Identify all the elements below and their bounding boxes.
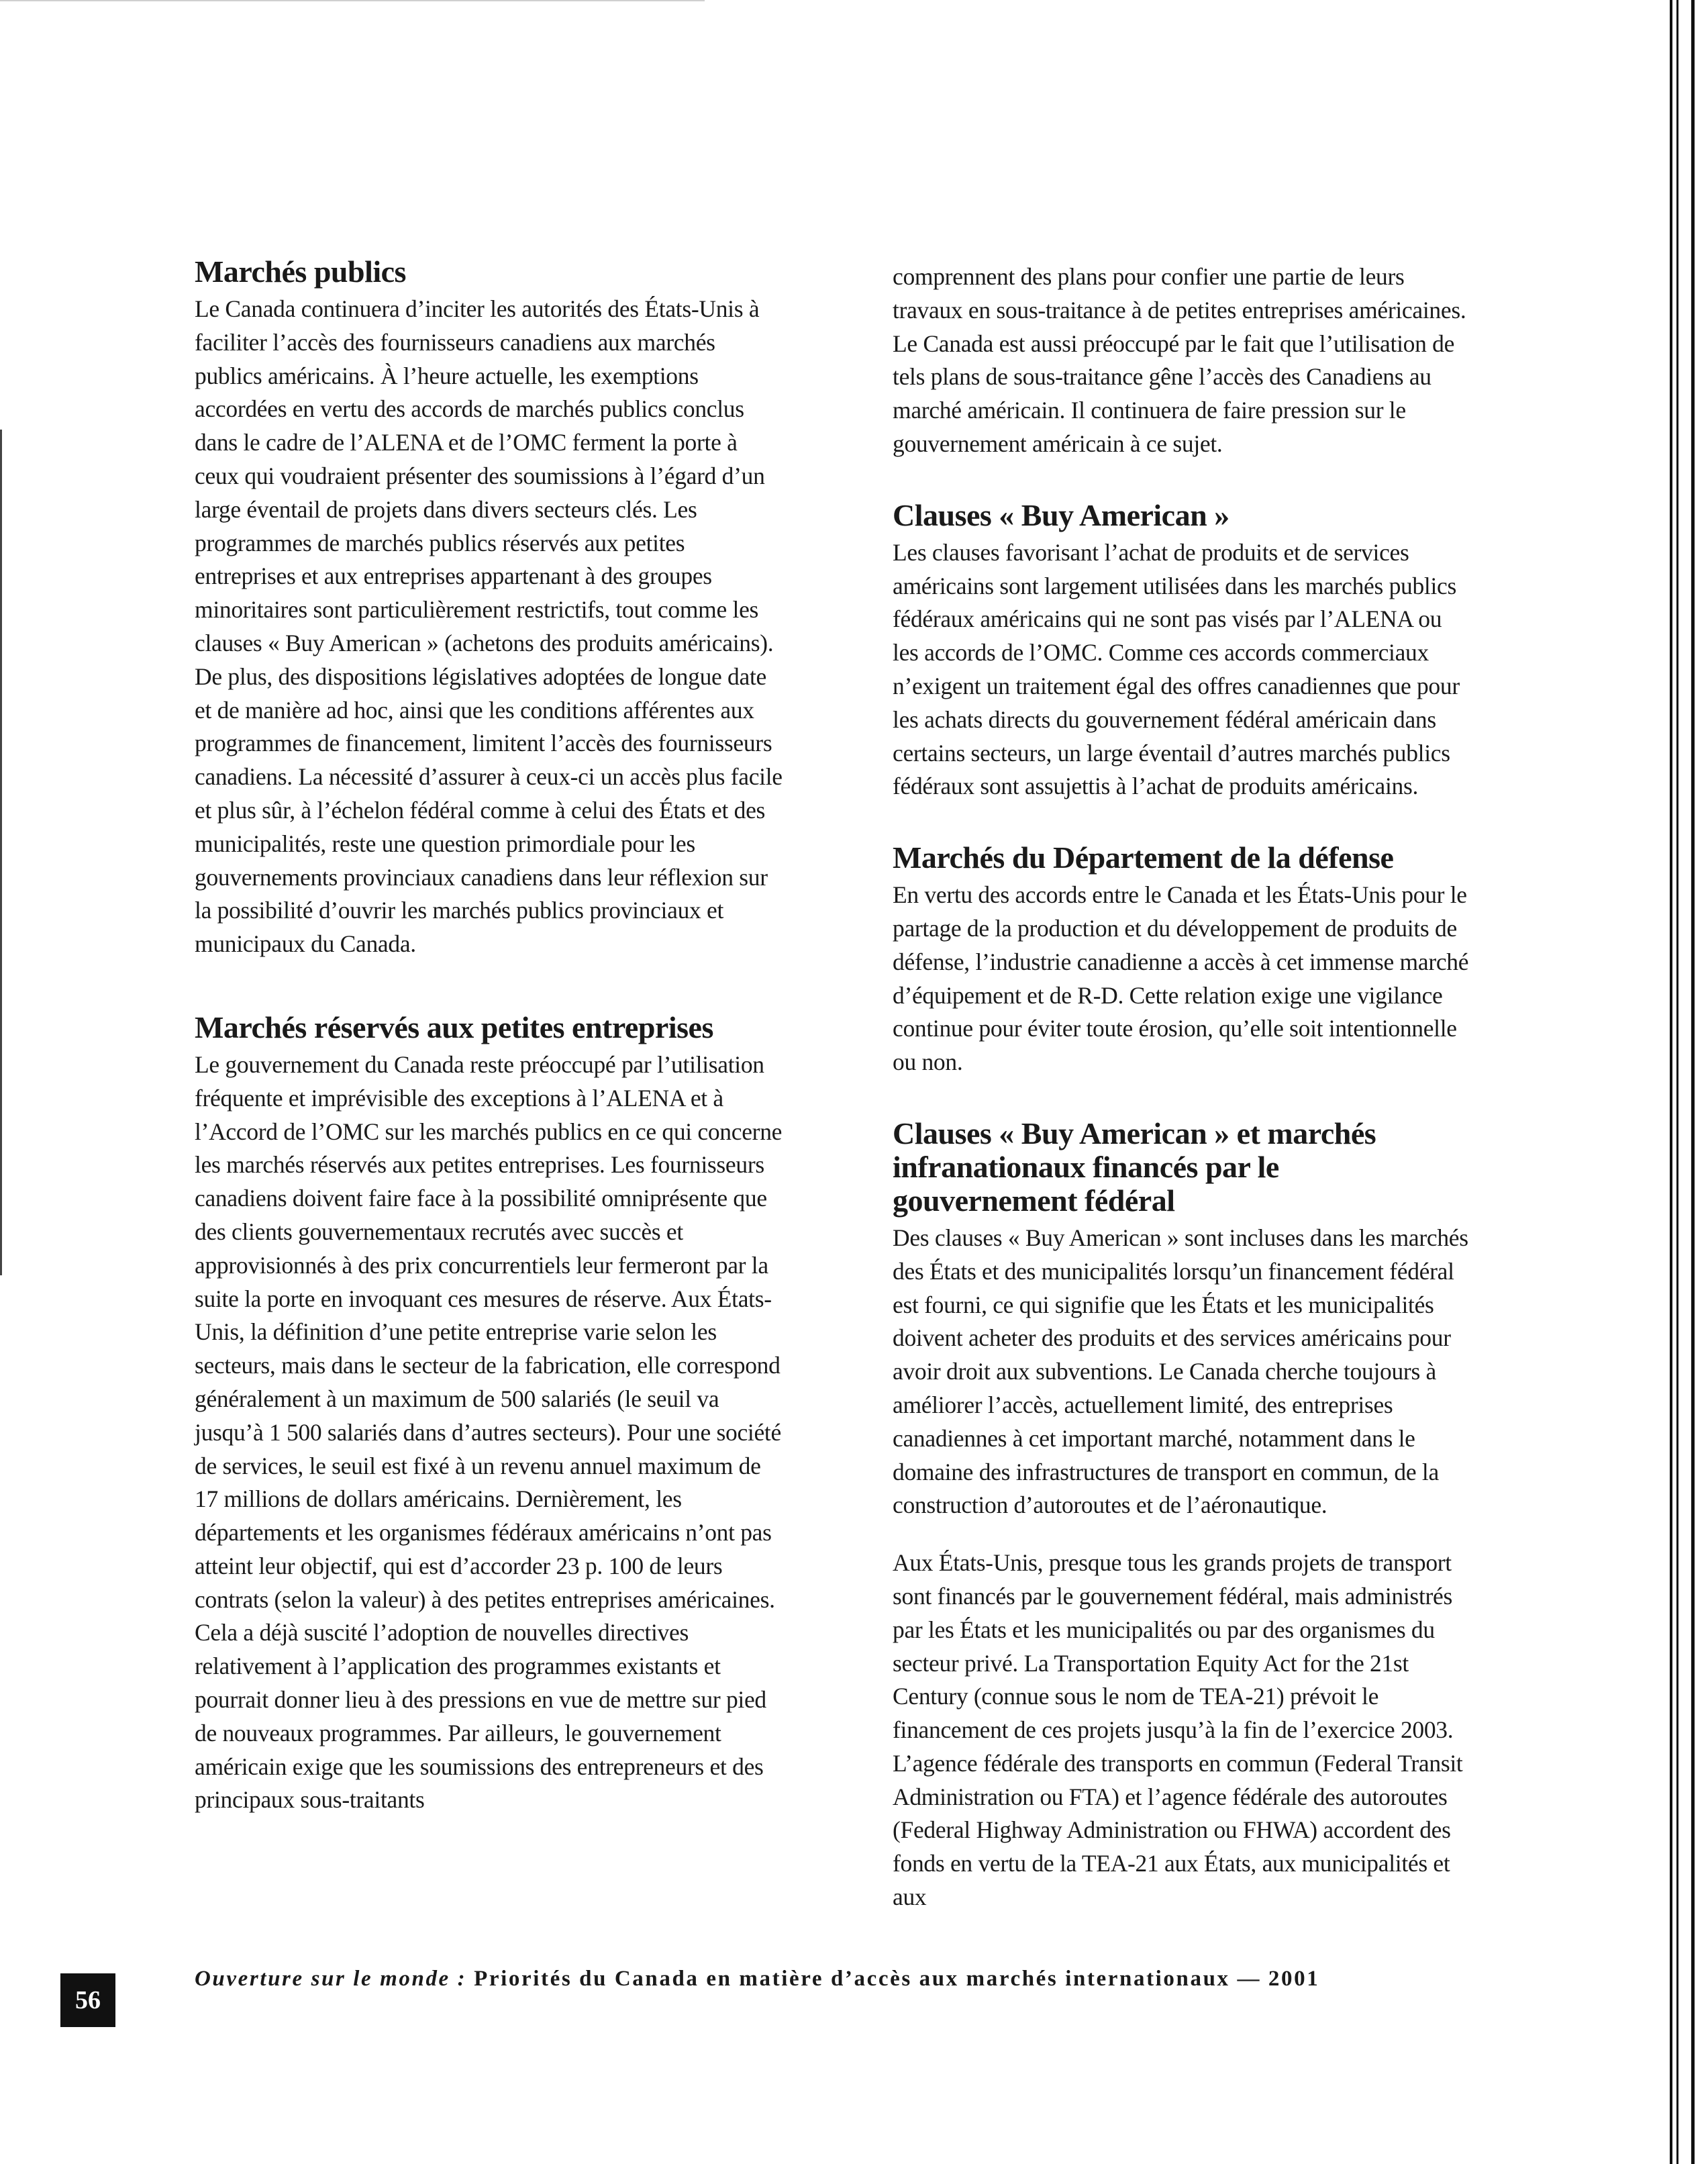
paragraph-marches-publics: Le Canada continuera d’inciter les autorités des États-Unis à faciliter l’accès des fournisseurs canadiens aux marchés publics américains. À l’heure actuelle, les exemptions accordées en vertu des accords de marchés publics conclus dans le cadre de l’ALENA et de l’OMC ferment la porte à ceux qui voudraient présenter des soumissions à l’égard d’un large éventail de projets dans divers secteurs clés. Les programmes de marchés publics réservés aux petites entreprises et aux entreprises appartenant à des groupes minoritaires sont particulièrement restrictifs, tout comme les clauses « Buy American » (achetons des produits américains). De plus, des dispositions législatives adoptées de longue date et de manière ad hoc, ainsi que les conditions afférentes aux programmes de financement, limitent l’accès des fournisseurs canadiens. La nécessité d’assurer à ceux-ci un accès plus facile et plus sûr, à l’échelon fédéral comme à celui des États et des municipalités, reste une question primordiale pour les gouvernements provinciaux canadiens dans leur réflexion sur la possibilité d’ouvrir les marchés publics provinciaux et municipaux du Canada. [195, 295, 783, 958]
page-number: 56 [60, 1973, 115, 2027]
binding-rule-3 [1691, 0, 1695, 2164]
footer-subtitle: Priorités du Canada en matière d’accès aux marchés internationaux — 2001 [466, 1967, 1320, 1991]
running-footer [195, 1967, 1490, 1991]
paragraph-infranationaux-2: Aux États-Unis, presque tous les grands projets de transport sont financés par le gouvernement fédéral, mais administrés par les États et les municipalités ou par des organismes du secteur privé. La Transportation Equity Act for the 21st Century (connue sous le nom de TEA-21) prévoit le financement de ces projets jusqu’à la fin de l’exercice 2003. L’agence fédérale des transports en commun (Federal Transit Administration ou FTA) et l’agence fédérale des autoroutes (Federal Highway Administration ou FHWA) accordent des fonds en vertu de la TEA-21 aux États, aux municipalités et aux [893, 1549, 1463, 1911]
scan-top-edge [0, 0, 705, 1]
left-column [195, 255, 785, 1817]
paragraph-continuation: comprennent des plans pour confier une partie de leurs travaux en sous-traitance à de petites entreprises américaines. Le Canada est aussi préoccupé par le fait que l’utilisation de tels plans de sous-traitance gêne l’accès des Canadiens au marché américain. Il continuera de faire pression sur le gouvernement américain à ce sujet. [893, 263, 1466, 457]
right-column [893, 260, 1470, 1914]
heading-petites-entreprises: Marchés réservés aux petites entreprises [195, 1010, 713, 1044]
footer-title: Ouverture sur le monde : [195, 1967, 467, 1991]
binding-rule-2 [1676, 0, 1678, 2164]
heading-marches-publics: Marchés publics [195, 254, 406, 289]
paragraph-infranationaux-1: Des clauses « Buy American » sont incluses dans les marchés des États et des municipalités lorsqu’un financement fédéral est fourni, ce qui signifie que les États et les municipalités doivent acheter des produits et des services américains pour avoir droit aux subventions. Le Canada cherche toujours à améliorer l’accès, actuellement limité, des entreprises canadiennes à cet important marché, notamment dans le domaine des infrastructures de transport en commun, de la construction d’autoroutes et de l’aéronautique. [893, 1224, 1468, 1519]
heading-defense: Marchés du Département de la défense [893, 840, 1394, 875]
heading-infranationaux: Clauses « Buy American » et marchés infranationaux financés par le gouvernement fédéral [893, 1116, 1376, 1218]
heading-buy-american: Clauses « Buy American » [893, 497, 1229, 532]
paragraph-petites-entreprises: Le gouvernement du Canada reste préoccupé par l’utilisation fréquente et imprévisible des exceptions à l’ALENA et à l’Accord de l’OMC sur les marchés publics en ce qui concerne les marchés réservés aux petites entreprises. Les fournisseurs canadiens doivent faire face à la possibilité omniprésente que des clients gouvernementaux recrutés avec succès et approvisionnés à des prix concurrentiels leur fermeront par la suite la porte en invoquant ces mesures de réserve. Aux États-Unis, la définition d’une petite entreprise varie selon les secteurs, mais dans le secteur de la fabrication, elle correspond généralement à un maximum de 500 salariés (le seuil va jusqu’à 1 500 salariés dans d’autres secteurs). Pour une société de services, le seuil est fixé à un revenu annuel maximum de 17 millions de dollars américains. Dernièrement, les départements et les organismes fédéraux américains n’ont pas atteint leur objectif, qui est d’accorder 23 p. 100 de leurs contrats (selon la valeur) à des petites entreprises américaines. Cela a déjà suscité l’adoption de nouvelles directives relativement à l’application des programmes existants et pourrait donner lieu à des pressions en vue de mettre sur pied de nouveaux programmes. Par ailleurs, le gouvernement américain exige que les soumissions des entrepreneurs et des principaux sous-traitants [195, 1050, 783, 1814]
scan-left-edge [0, 430, 2, 1275]
binding-rule-1 [1670, 0, 1672, 2164]
paragraph-buy-american: Les clauses favorisant l’achat de produits et de services américains sont largement utilisées dans les marchés publics fédéraux américains qui ne sont pas visés par l’ALENA ou les accords de l’OMC. Comme ces accords commerciaux n’exigent un traitement égal des offres canadiennes que pour les achats directs du gouvernement fédéral américain dans certains secteurs, un large éventail d’autres marchés publics fédéraux sont assujettis à l’achat de produits américains. [893, 538, 1460, 800]
paragraph-defense: En vertu des accords entre le Canada et les États-Unis pour le partage de la production et du développement de produits de défense, l’industrie canadienne a accès à cet immense marché d’équipement et de R-D. Cette relation exige une vigilance continue pour éviter toute érosion, qu’elle soit intentionnelle ou non. [893, 881, 1469, 1076]
